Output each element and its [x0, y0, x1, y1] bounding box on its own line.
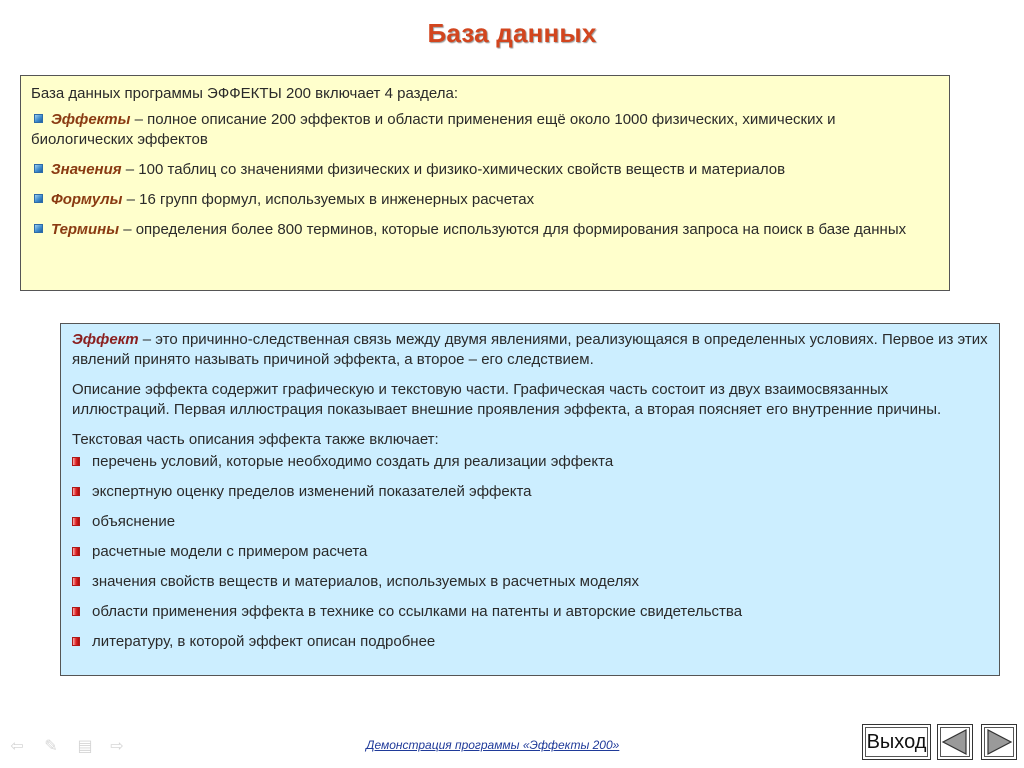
list-item	[72, 512, 988, 542]
list-item-text: расчетные модели с примером расчета	[92, 543, 368, 560]
effect-description: Описание эффекта содержит графическую и текстовую части. Графическая часть состоит из двух взаимосвязанных иллюстраций. Первая иллюстрация показывает внешние проявления эффекта, а вторая поясняет его внутренние причины.	[72, 381, 942, 418]
red-square-bullet-icon	[72, 457, 80, 466]
section-text: – полное описание 200 эффектов и области применения ещё около 1000 физических, химических и биологических эффектов	[31, 111, 836, 148]
blue-square-bullet-icon	[34, 224, 43, 233]
back-arrow-icon[interactable]: ⇦	[10, 738, 24, 755]
list-item	[72, 542, 988, 572]
next-slide-button[interactable]	[981, 724, 1017, 760]
page-title: База данных	[427, 18, 597, 48]
section-text: – 100 таблиц со значениями физических и физико-химических свойств веществ и материалов	[121, 161, 786, 178]
list-item	[72, 602, 988, 632]
section-effects	[31, 110, 939, 150]
list-item	[72, 482, 988, 512]
prev-slide-button[interactable]	[937, 724, 973, 760]
list-item-text: объяснение	[92, 513, 176, 530]
section-term: Эффекты	[51, 111, 131, 128]
effect-definition-text: – это причинно-следственная связь между двумя явлениями, реализующаяся в определенных условиях. Первое из этих явлений принято называть причиной эффекта, а второе – его следствием.	[72, 331, 988, 368]
list-item-text: области применения эффекта в технике со ссылками на патенты и авторские свидетельства	[92, 603, 743, 620]
red-square-bullet-icon	[72, 517, 80, 526]
list-item	[72, 452, 988, 482]
section-values	[31, 160, 939, 180]
list-item	[72, 632, 988, 662]
demo-link[interactable]: Демонстрация программы «Эффекты 200»	[366, 738, 620, 752]
section-term: Формулы	[51, 191, 123, 208]
red-square-bullet-icon	[72, 577, 80, 586]
section-terms	[31, 220, 939, 240]
red-square-bullet-icon	[72, 487, 80, 496]
section-term: Значения	[51, 161, 122, 178]
forward-arrow-icon[interactable]: ⇨	[110, 738, 124, 755]
exit-button[interactable]: Выход	[862, 724, 931, 760]
effect-term: Эффект	[72, 331, 139, 348]
section-text: – 16 групп формул, используемых в инженерных расчетах	[122, 191, 535, 208]
list-item-text: значения свойств веществ и материалов, используемых в расчетных моделях	[92, 573, 639, 590]
list-item-text: экспертную оценку пределов изменений показателей эффекта	[92, 483, 532, 500]
effect-panel	[60, 323, 1000, 676]
pen-icon[interactable]: ✎	[44, 738, 58, 755]
red-square-bullet-icon	[72, 607, 80, 616]
database-intro: База данных программы ЭФФЕКТЫ 200 включает 4 раздела:	[31, 85, 459, 102]
list-item-text: перечень условий, которые необходимо создать для реализации эффекта	[92, 453, 614, 470]
effect-list	[72, 452, 988, 662]
section-text: – определения более 800 терминов, которые используются для формирования запроса на поиск в базе данных	[119, 221, 907, 238]
database-panel	[20, 75, 950, 291]
section-formulas	[31, 190, 939, 210]
section-term: Термины	[51, 221, 120, 238]
list-item-text: литературу, в которой эффект описан подробнее	[92, 633, 436, 650]
blue-square-bullet-icon	[34, 194, 43, 203]
blue-square-bullet-icon	[34, 164, 43, 173]
effect-definition	[72, 330, 988, 370]
blue-square-bullet-icon	[34, 114, 43, 123]
menu-icon[interactable]: ▤	[77, 738, 93, 755]
triangle-left-icon	[938, 725, 972, 759]
triangle-right-icon	[982, 725, 1016, 759]
effect-list-intro: Текстовая часть описания эффекта также включает:	[72, 431, 439, 448]
red-square-bullet-icon	[72, 547, 80, 556]
list-item	[72, 572, 988, 602]
red-square-bullet-icon	[72, 637, 80, 646]
